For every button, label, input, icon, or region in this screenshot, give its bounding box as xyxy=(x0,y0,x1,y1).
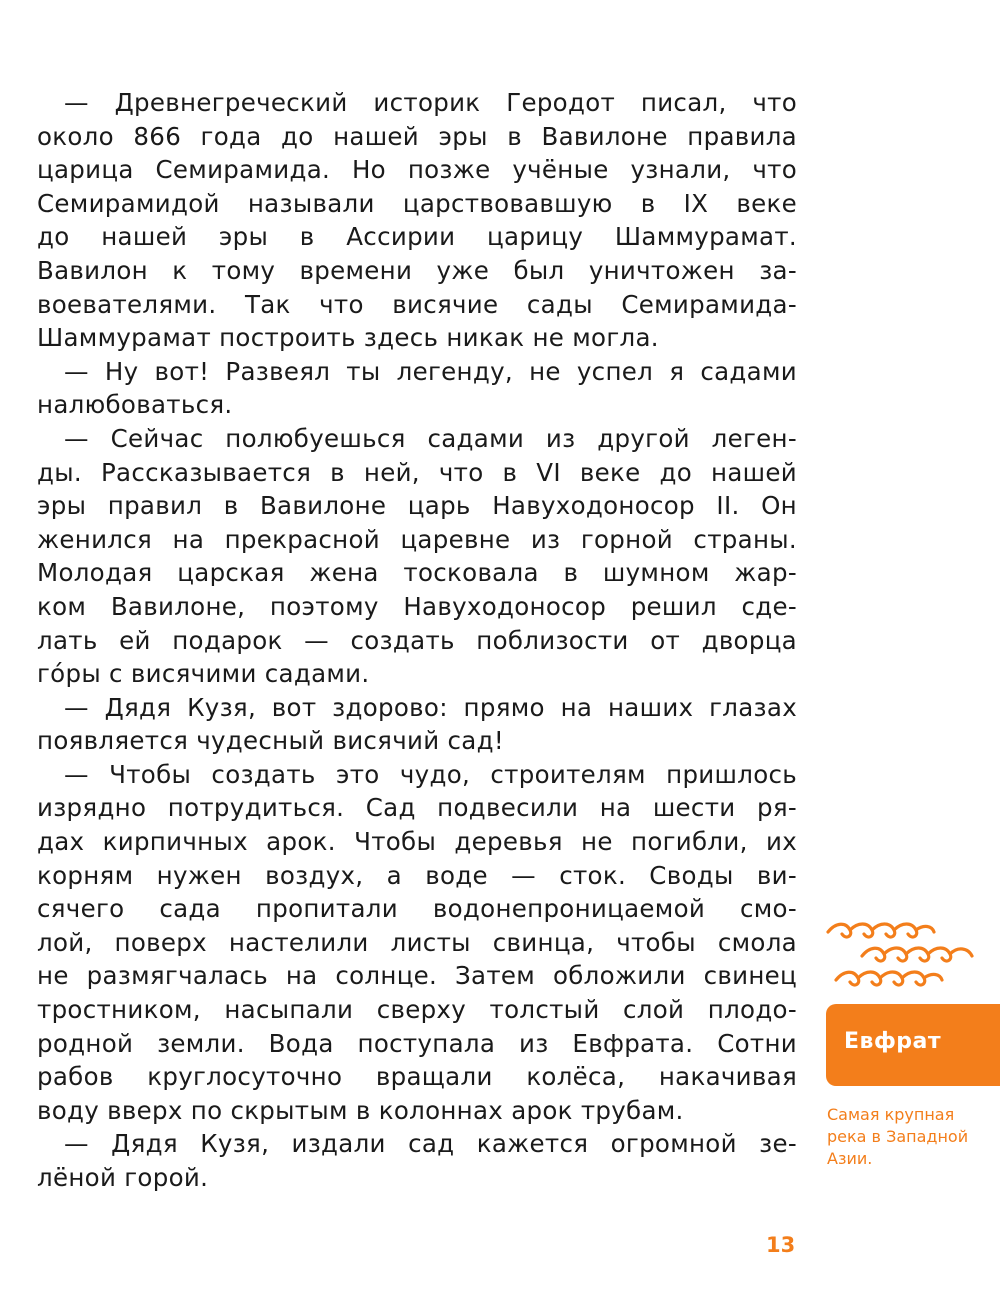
text-line: родной земли. Вода поступала из Евфрата. Сотни xyxy=(37,1028,797,1058)
text-line: налюбоваться. xyxy=(37,390,233,420)
text-line: ды. Рассказывается в ней, что в VI веке до нашей xyxy=(37,457,797,487)
glossary-term-tab xyxy=(826,1004,1000,1086)
text-line: не размягчалась на солнце. Затем обложили свинец xyxy=(37,961,797,991)
text-line: Молодая царская жена тосковала в шумном жар- xyxy=(37,558,797,588)
paragraph xyxy=(37,1127,797,1194)
text-line: лать ей подарок — создать поблизости от дворца xyxy=(37,625,797,655)
text-line: корням нужен воздух, а воде — сток. Своды ви- xyxy=(37,860,797,890)
text-line: — Дядя Кузя, вот здорово: прямо на наших глазах xyxy=(64,692,797,722)
text-line: эры правил в Вавилоне царь Навуходоносор II. Он xyxy=(37,491,797,521)
text-line: около 866 года до нашей эры в Вавилоне правила xyxy=(37,121,797,151)
text-line: ком Вавилоне, поэтому Навуходоносор решил сде- xyxy=(37,591,797,621)
text-line: тростником, насыпали сверху толстый слой плодо- xyxy=(37,995,797,1025)
text-line: изрядно потрудиться. Сад подвесили на шести ря- xyxy=(37,793,797,823)
text-line: воду вверх по скрытым в колоннах арок трубам. xyxy=(37,1095,684,1125)
paragraph xyxy=(37,691,797,758)
text-line: — Древнегреческий историк Геродот писал, что xyxy=(64,88,797,117)
text-line: Семирамидой называли царствовавшую в IX веке xyxy=(37,188,797,218)
text-line: — Ну вот! Развеял ты легенду, не успел я садами xyxy=(64,356,797,386)
text-line: дах кирпичных арок. Чтобы деревья не погибли, их xyxy=(37,827,797,857)
text-line: появляется чудесный висячий сад! xyxy=(37,726,504,756)
text-line: — Чтобы создать это чудо, строителям пришлось xyxy=(64,759,797,789)
text-line: рабов круглосуточно вращали колёса, накачивая xyxy=(37,1062,797,1092)
glossary-definition xyxy=(827,1104,1000,1170)
waves-icon xyxy=(822,918,982,998)
paragraph xyxy=(37,86,797,355)
text-line: — Сейчас полюбуешься садами из другой леген- xyxy=(64,423,797,453)
text-line: — Дядя Кузя, издали сад кажется огромной зе- xyxy=(64,1129,797,1159)
paragraph xyxy=(37,422,797,691)
text-line: Вавилон к тому времени уже был уничтожен за- xyxy=(37,255,797,285)
text-line: воевателями. Так что висячие сады Семирамида- xyxy=(37,289,797,319)
page-number: 13 xyxy=(766,1233,796,1257)
text-line: лой, поверх настелили листы свинца, чтобы смола xyxy=(37,927,797,957)
glossary-definition-line: Самая крупная xyxy=(827,1105,955,1124)
text-line: женился на прекрасной царевне из горной страны. xyxy=(37,524,797,554)
paragraph xyxy=(37,758,797,1128)
text-line: лёной горой. xyxy=(37,1163,209,1192)
glossary-definition-line: река в Западной xyxy=(827,1127,969,1146)
glossary-term: Евфрат xyxy=(844,1029,942,1054)
text-line: Шаммурамат построить здесь никак не могла. xyxy=(37,323,659,353)
text-line: сячего сада пропитали водонепроницаемой смо- xyxy=(37,894,797,924)
text-line: до нашей эры в Ассирии царицу Шаммурамат. xyxy=(37,222,797,252)
text-line: царица Семирамида. Но позже учёные узнали, что xyxy=(37,155,797,185)
main-text xyxy=(37,86,797,1195)
paragraph xyxy=(37,355,797,422)
glossary-definition-line: Азии. xyxy=(827,1149,873,1168)
text-line: го́ры с висячими садами. xyxy=(37,659,370,689)
